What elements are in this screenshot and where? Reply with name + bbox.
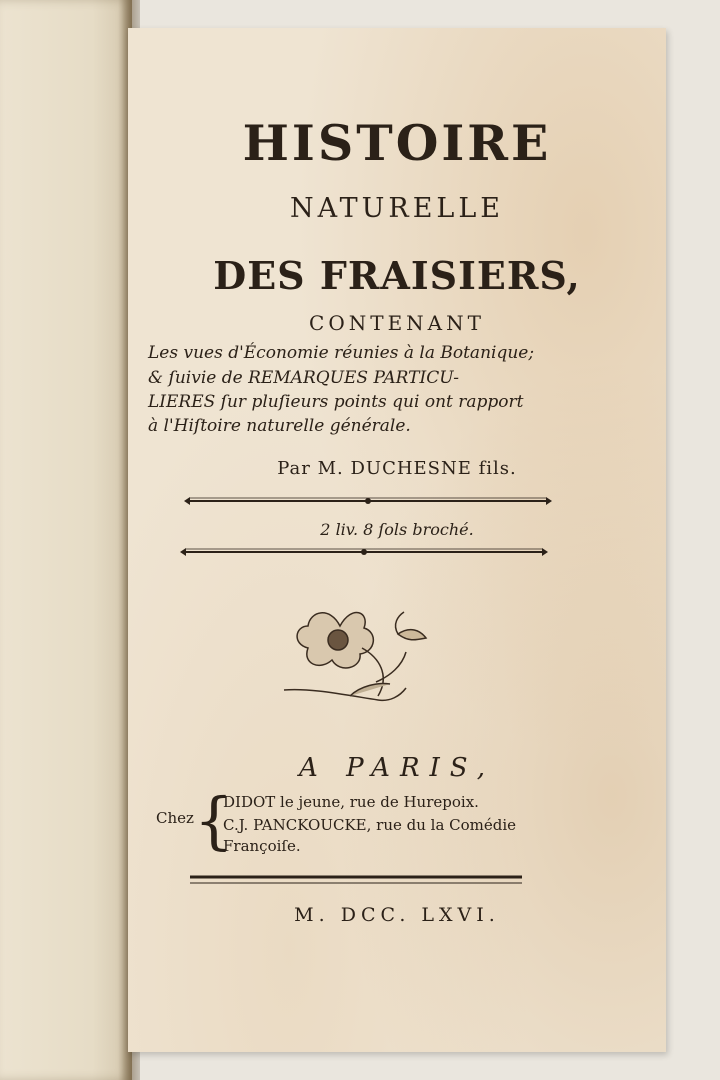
double-rule-divider [190, 874, 522, 886]
title-histoire: HISTOIRE [242, 114, 552, 172]
publisher-panckoucke: C.J. PANCKOUCKE, rue du la Comédie [223, 816, 517, 834]
subtitle-line-4: à l'Hiſtoire naturelle générale. [148, 416, 411, 436]
title-page [128, 28, 666, 1052]
publisher-line-3: Françoiſe. [223, 837, 301, 855]
typographic-rule-icon [184, 494, 552, 508]
author-line: Par M. DUCHESNE fils. [277, 458, 517, 479]
publisher-didot: DIDOT le jeune, rue de Hurepoix. [223, 793, 479, 811]
title-contenant: CONTENANT [309, 311, 485, 335]
flower-ornament-icon [280, 596, 450, 722]
place-paris: A PARIS, [299, 753, 495, 783]
subtitle-line-3: LIERES ſur pluſieurs points qui ont rapport [148, 392, 524, 412]
left-page [0, 0, 132, 1080]
typographic-rule-icon [180, 545, 548, 559]
brace-glyph: { [194, 784, 234, 857]
subtitle-line-2: & ſuivie de REMARQUES PARTICU- [148, 368, 459, 388]
title-des-fraisiers: DES FRAISIERS, [213, 253, 581, 298]
publication-date: M. DCC. LXVI. [294, 904, 500, 926]
chez-label: Chez [156, 809, 194, 827]
title-naturelle: NATURELLE [289, 193, 505, 224]
subtitle-line-1: Les vues d'Économie réunies à la Botanique; [148, 343, 535, 363]
price-line: 2 liv. 8 ſols broché. [320, 520, 474, 539]
